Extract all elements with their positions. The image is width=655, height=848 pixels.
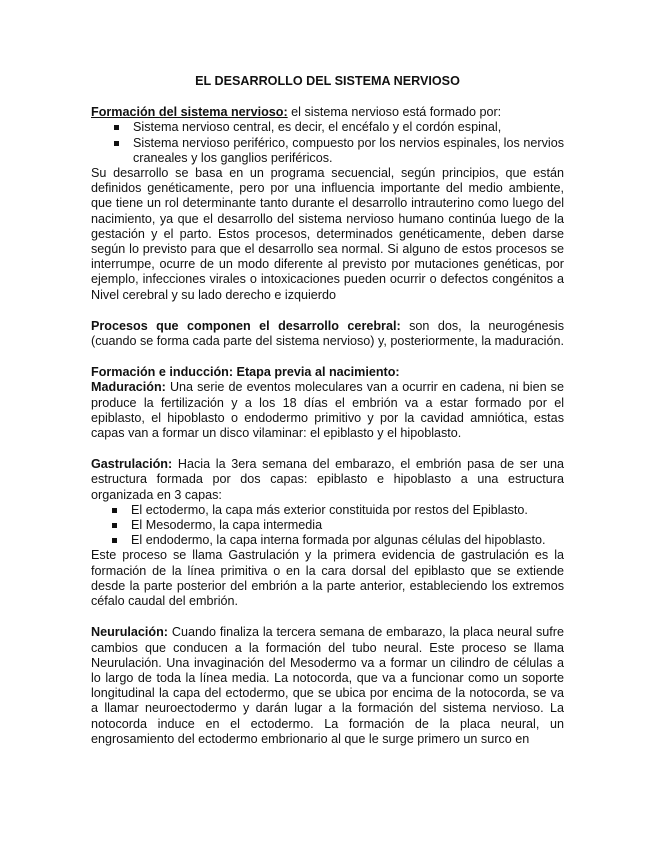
maduracion-heading: Maduración: (91, 380, 166, 395)
gastrulacion-paragraph (91, 457, 564, 503)
list-item: El Mesodermo, la capa intermedia (91, 518, 564, 533)
gastrulacion-heading: Gastrulación: (91, 457, 173, 472)
induccion-heading: Formación e inducción: Etapa previa al nacimiento: (91, 365, 400, 380)
section-spacer (91, 609, 564, 625)
formacion-intro-text: el sistema nervioso está formado por: (287, 105, 502, 120)
procesos-text: son dos, la neurogénesis (cuando se forma cada parte del sistema nervioso) y, posteriormente, la maduración. (91, 318, 564, 349)
procesos-paragraph (91, 319, 564, 349)
formacion-bullet-list (91, 120, 564, 166)
maduracion-text: Una serie de eventos moleculares van a ocurrir en cadena, ni bien se produce la fertilización y a los 18 días el embrión va a estar formado por el epiblasto, el hipoblasto o endodermo primitivo y por la cavidad amniótica, estas capas van a formar un disco vilaminar: el epiblasto y el hipoblasto. (91, 380, 564, 441)
list-item: Sistema nervioso periférico, compuesto por los nervios espinales, los nervios craneales y los ganglios periféricos. (91, 136, 564, 166)
document-page (91, 74, 564, 747)
procesos-heading: Procesos que componen el desarrollo cerebral: (91, 318, 401, 333)
formacion-body: Su desarrollo se basa en un programa secuencial, según principios, que están definidos genéticamente, pero por una influencia importante del medio ambiente, que tiene un rol determinante tanto durante el desarrollo intrauterino como luego del nacimiento, ya que el desarrollo del sistema nervioso humano continúa luego de la gestación y el parto. Estos procesos, determinados genéticamente, deben darse según lo previsto para que el desarrollo sea normal. Si alguno de estos procesos se interrumpe, ocurre de un modo diferente al previsto por mutaciones genéticas, por ejemplo, infecciones virales o intoxicaciones pueden ocurrir o defectos congénitos a Nivel cerebral y su lado derecho e izquierdo (91, 166, 564, 302)
section-spacer (91, 303, 564, 319)
section-spacer (91, 441, 564, 457)
neurulacion-paragraph (91, 625, 564, 747)
list-item: El endodermo, la capa interna formada por algunas células del hipoblasto. (91, 533, 564, 548)
document-title: EL DESARROLLO DEL SISTEMA NERVIOSO (195, 74, 460, 88)
gastrulacion-bullet-list (91, 503, 564, 549)
list-item: Sistema nervioso central, es decir, el encéfalo y el cordón espinal, (91, 120, 564, 135)
formacion-intro (91, 105, 564, 120)
maduracion-paragraph (91, 380, 564, 441)
section-spacer (91, 349, 564, 365)
neurulacion-text: Cuando finaliza la tercera semana de embarazo, la placa neural sufre cambios que conducen a la formación del tubo neural. Este proceso se llama Neurulación. Una invaginación del Mesodermo va a formar un cilindro de células a lo largo de toda la línea media. La notocorda, que va a funcionar como un soporte longitudinal la capa del ectodermo, que se ubica por encima de la notocorda, se va a llamar neuroectodermo y darán lugar a la formación del sistema nervioso. La notocorda induce en el ectodermo. La formación de la placa neural, un engrosamiento del ectodermo embrionario al que le surge primero un surco en (91, 625, 564, 746)
gastrulacion-body: Este proceso se llama Gastrulación y la primera evidencia de gastrulación es la formación de la línea primitiva o en la cara dorsal del epiblasto que se extiende desde la parte posterior del embrión a la parte anterior, estableciendo los extremos céfalo caudal del embrión. (91, 548, 564, 609)
list-item: El ectodermo, la capa más exterior constituida por restos del Epiblasto. (91, 503, 564, 518)
formacion-heading: Formación del sistema nervioso: (91, 105, 288, 120)
gastrulacion-text: Hacia la 3era semana del embarazo, el embrión pasa de ser una estructura formada por dos capas: epiblasto e hipoblasto a una estructura organizada en 3 capas: (91, 457, 564, 502)
neurulacion-heading: Neurulación: (91, 625, 168, 640)
